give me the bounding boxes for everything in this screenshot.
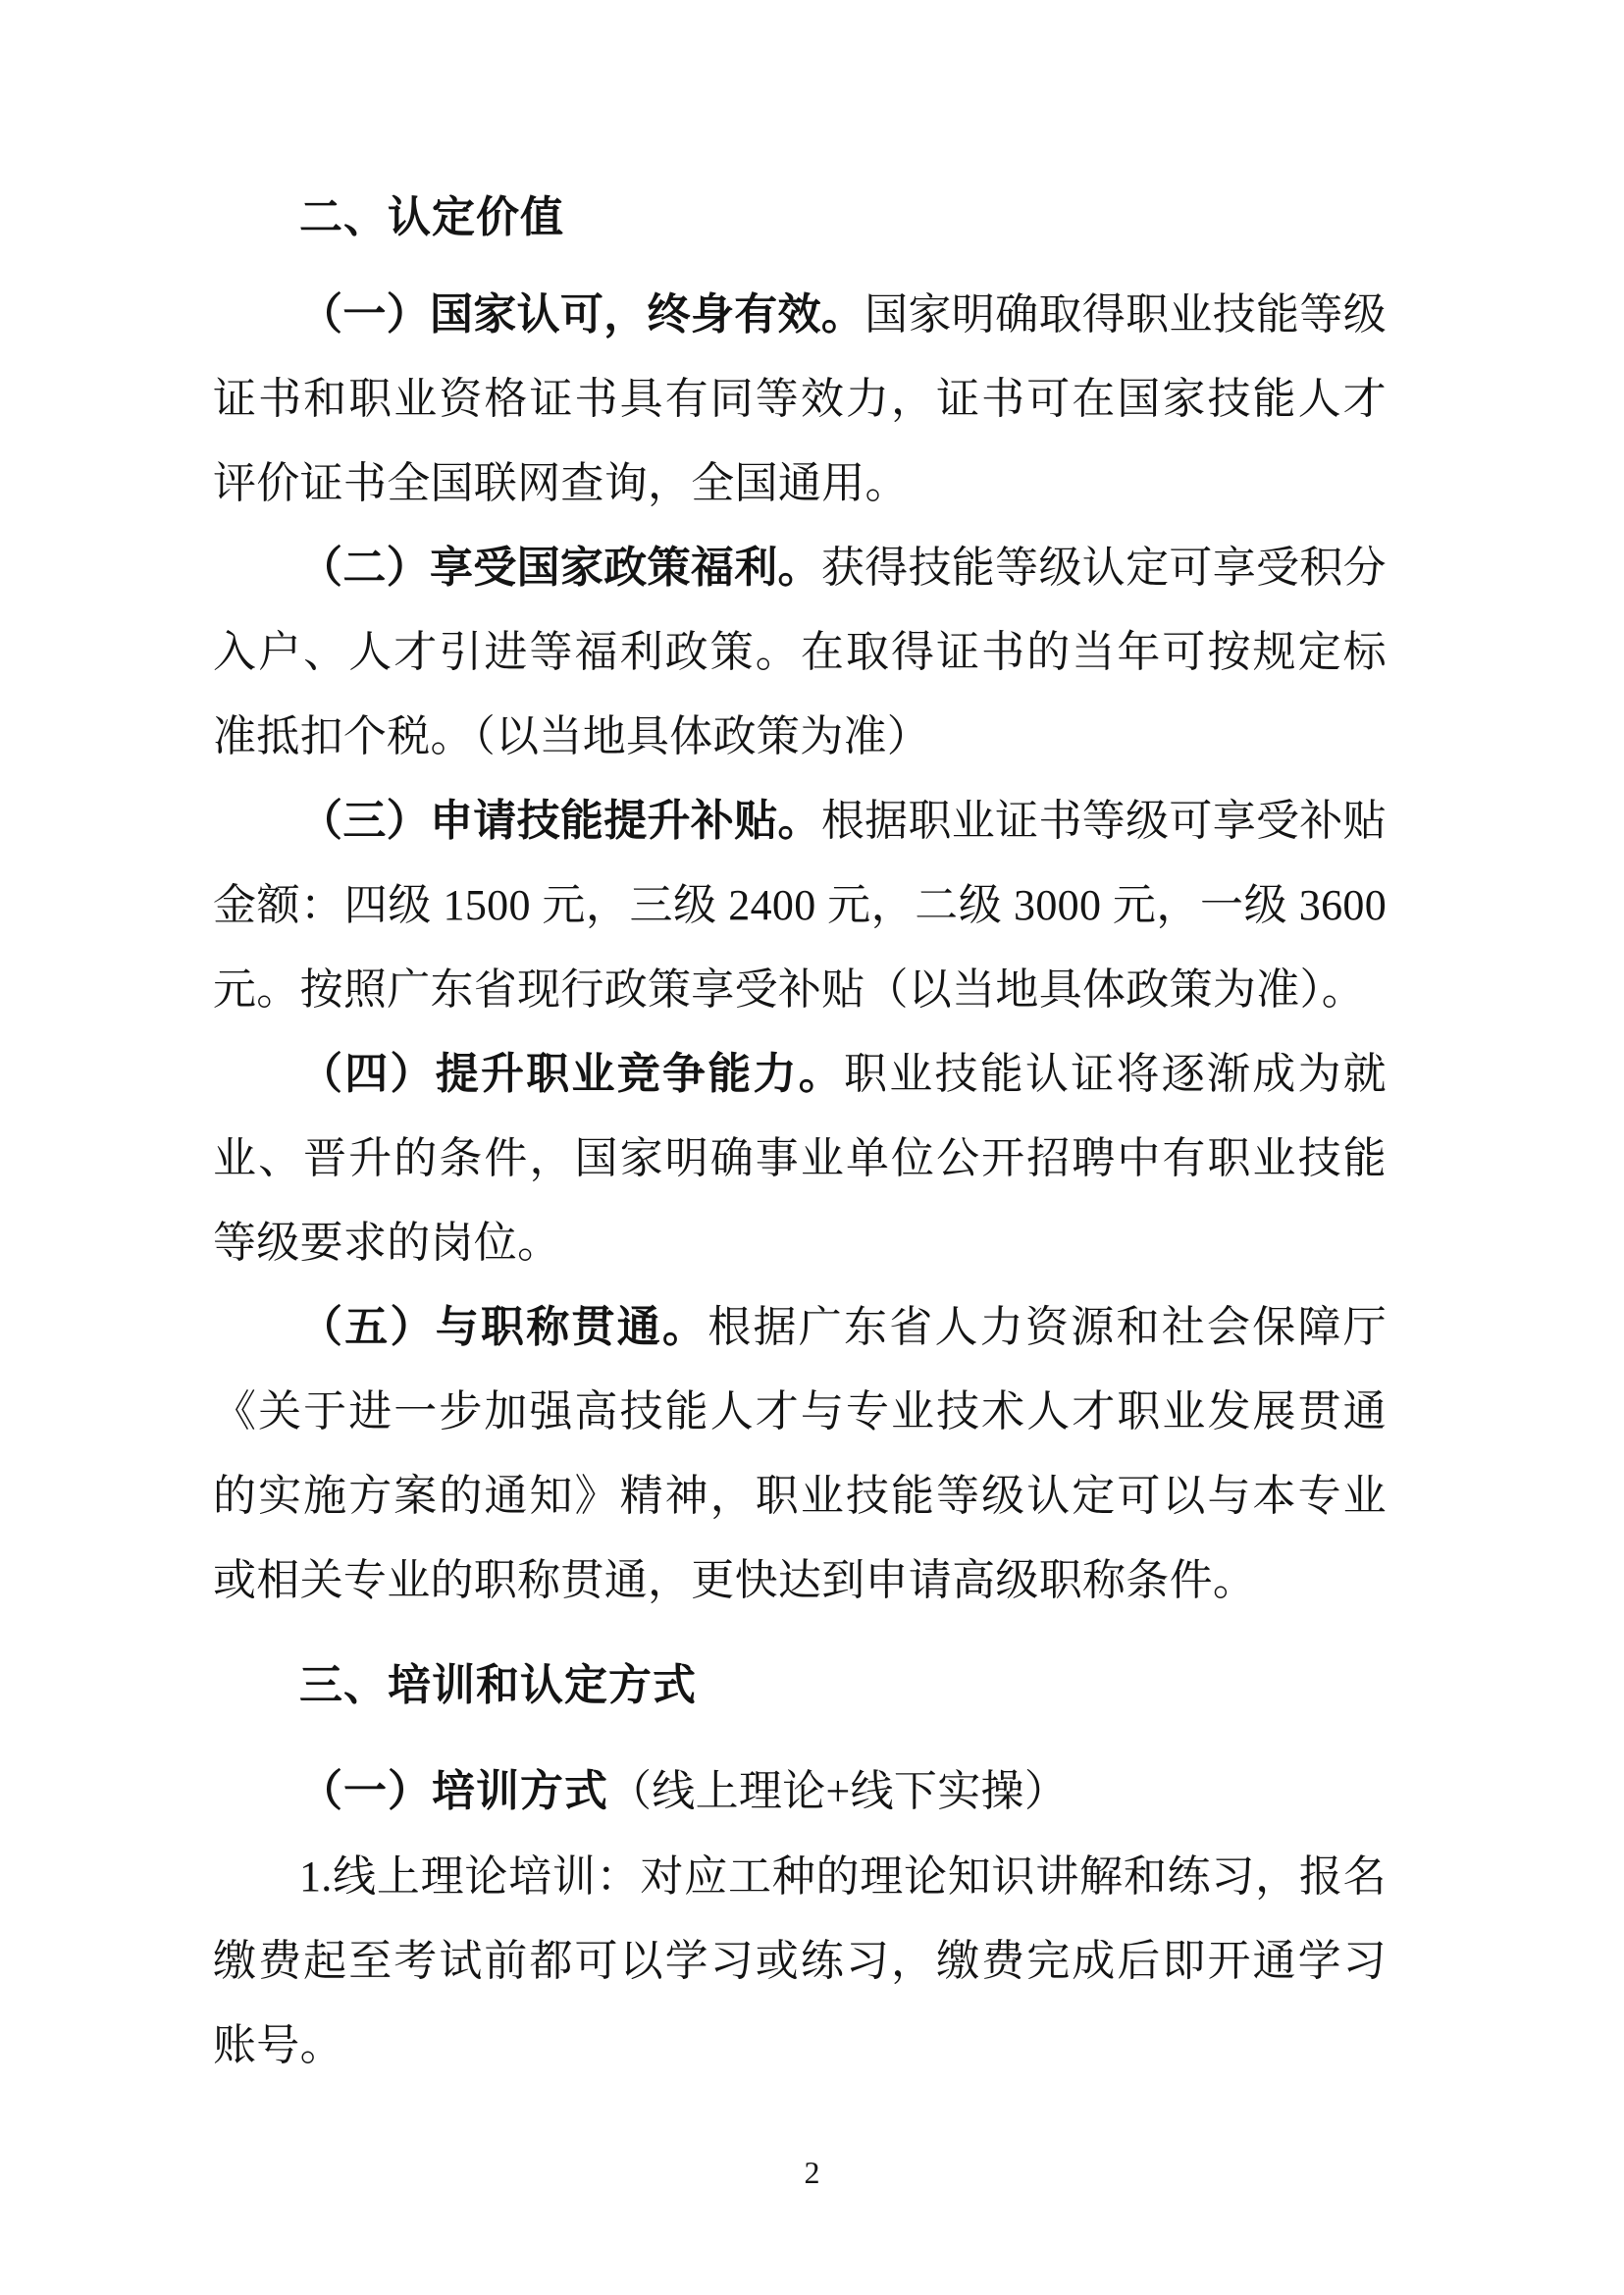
paragraph-6-body: 1.线上理论培训：对应工种的理论知识讲解和练习，报名缴费起至考试前都可以学习或练习，缴费完成后即开通学习账号。	[213, 1852, 1387, 2069]
subheading-training-method-rest: （线上理论+线下实操）	[608, 1767, 1069, 1815]
paragraph-1-lead: （一）国家认可，终身有效。	[299, 290, 865, 339]
paragraph-2-body: 获得技能等级认定可享受积分入户、人才引进等福利政策。在取得证书的当年可按规定标准抵扣个税。（以当地具体政策为准）	[213, 544, 1387, 760]
paragraph-5-lead: （五）与职称贯通。	[299, 1303, 708, 1351]
paragraph-4	[213, 1032, 1387, 1285]
subheading-training-method	[213, 1748, 1387, 1835]
paragraph-1	[213, 273, 1387, 526]
paragraph-4-body: 职业技能认证将逐渐成为就业、晋升的条件，国家明确事业单位公开招聘中有职业技能等级要求的岗位。	[213, 1050, 1387, 1267]
paragraph-3-lead: （三）申请技能提升补贴。	[299, 797, 821, 845]
subheading-training-method-lead: （一）培训方式	[299, 1767, 608, 1815]
paragraph-6	[213, 1835, 1387, 2088]
page-number: 2	[804, 2155, 820, 2190]
paragraph-1-body: 国家明确取得职业技能等级证书和职业资格证书具有同等效力，证书可在国家技能人才评价证书全国联网查询，全国通用。	[213, 290, 1387, 507]
paragraph-4-lead: （四）提升职业竞争能力。	[299, 1050, 844, 1098]
paragraph-2-lead: （二）享受国家政策福利。	[299, 544, 821, 592]
paragraph-5-body: 根据广东省人力资源和社会保障厅《关于进一步加强高技能人才与专业技术人才职业发展贯通的实施方案的通知》精神，职业技能等级认定可以与本专业或相关专业的职称贯通，更快达到申请高级职称条件。	[213, 1303, 1388, 1604]
paragraph-2	[213, 526, 1387, 779]
paragraph-3	[213, 779, 1387, 1032]
paragraph-5	[213, 1285, 1387, 1623]
section-heading-2: 二、认定价值	[299, 193, 564, 241]
section-heading-3: 三、培训和认定方式	[299, 1661, 697, 1709]
paragraph-3-body: 根据职业证书等级可享受补贴金额：四级 1500 元，三级 2400 元，二级 3000 元，一级 3600 元。按照广东省现行政策享受补贴（以当地具体政策为准）。	[213, 797, 1387, 1014]
